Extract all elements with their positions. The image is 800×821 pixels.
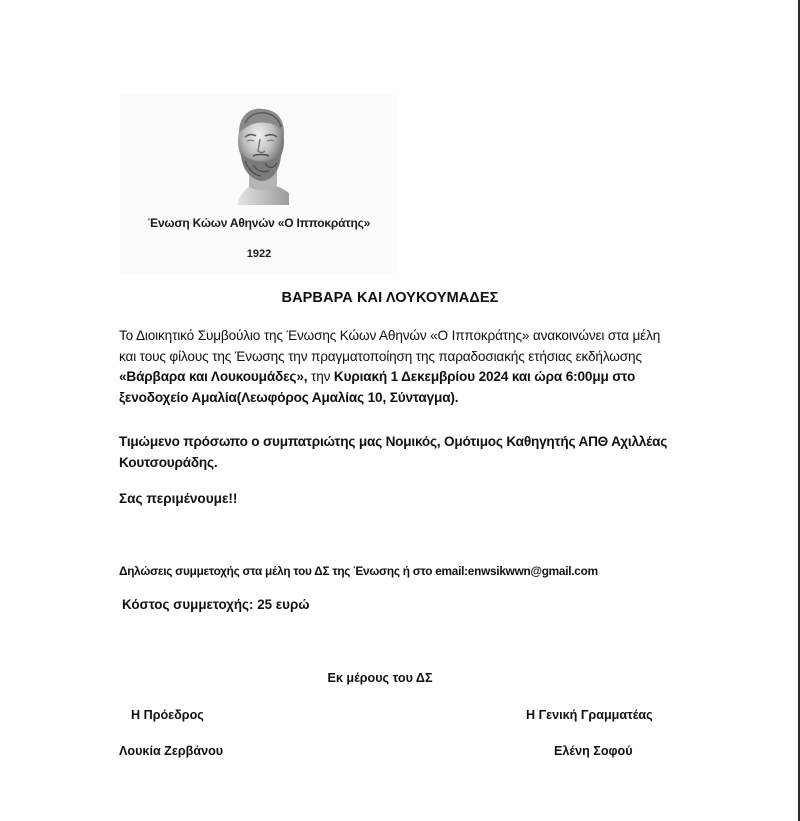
document-title: ΒΑΡΒΑΡΑ ΚΑΙ ΛΟΥΚΟΥΜΑΔΕΣ (281, 290, 499, 306)
intro-connector: την (307, 369, 334, 385)
intro-paragraph (119, 326, 679, 409)
honoree-paragraph: Τιμώμενο πρόσωπο ο συμπατριώτης μας Νομικός, Ομότιμος Καθηγητής ΑΠΘ Αχιλλέας Κουτσουράδης. (119, 434, 668, 470)
hippocrates-bust-icon (223, 101, 295, 209)
general-secretary-role: Η Γενική Γραμματέας (526, 708, 653, 722)
participation-cost: Κόστος συμμετοχής: 25 ευρώ (122, 597, 310, 612)
event-date-venue: Κυριακή 1 Δεκεμβρίου 2024 και ώρα 6:00μμ στο ξενοδοχείο Αμαλία(Λεωφόρος Αμαλίας 10, Σύνταγμα). (119, 369, 636, 406)
intro-text: Το Διοικητικό Συμβούλιο της Ένωσης Κώων Αθηνών «Ο Ιπποκράτης» ανακοινώνει στα μέλη και τους φίλους της Ένωσης την πραγματοποίηση της παραδοσιακής ετήσιας εκδήλωσης (119, 328, 661, 364)
rsvp-info: Δηλώσεις συμμετοχής στα μέλη του ΔΣ της Ένωσης ή στο email:enwsikwwn@gmail.com (119, 564, 598, 578)
event-name: «Βάρβαρα και Λουκουμάδες», (119, 369, 308, 385)
founded-year: 1922 (246, 248, 272, 260)
president-name: Λουκία Ζερβάνου (119, 744, 224, 758)
general-secretary-name: Ελένη Σοφού (554, 744, 633, 758)
closing-line: Σας περιμένουμε!! (119, 491, 238, 506)
president-role: Η Πρόεδρος (131, 708, 204, 722)
organization-name: Ένωση Κώων Αθηνών «Ο Ιπποκράτης» (147, 216, 371, 230)
on-behalf-of-board: Εκ μέρους του ΔΣ (327, 671, 433, 685)
organization-logo (120, 95, 398, 273)
